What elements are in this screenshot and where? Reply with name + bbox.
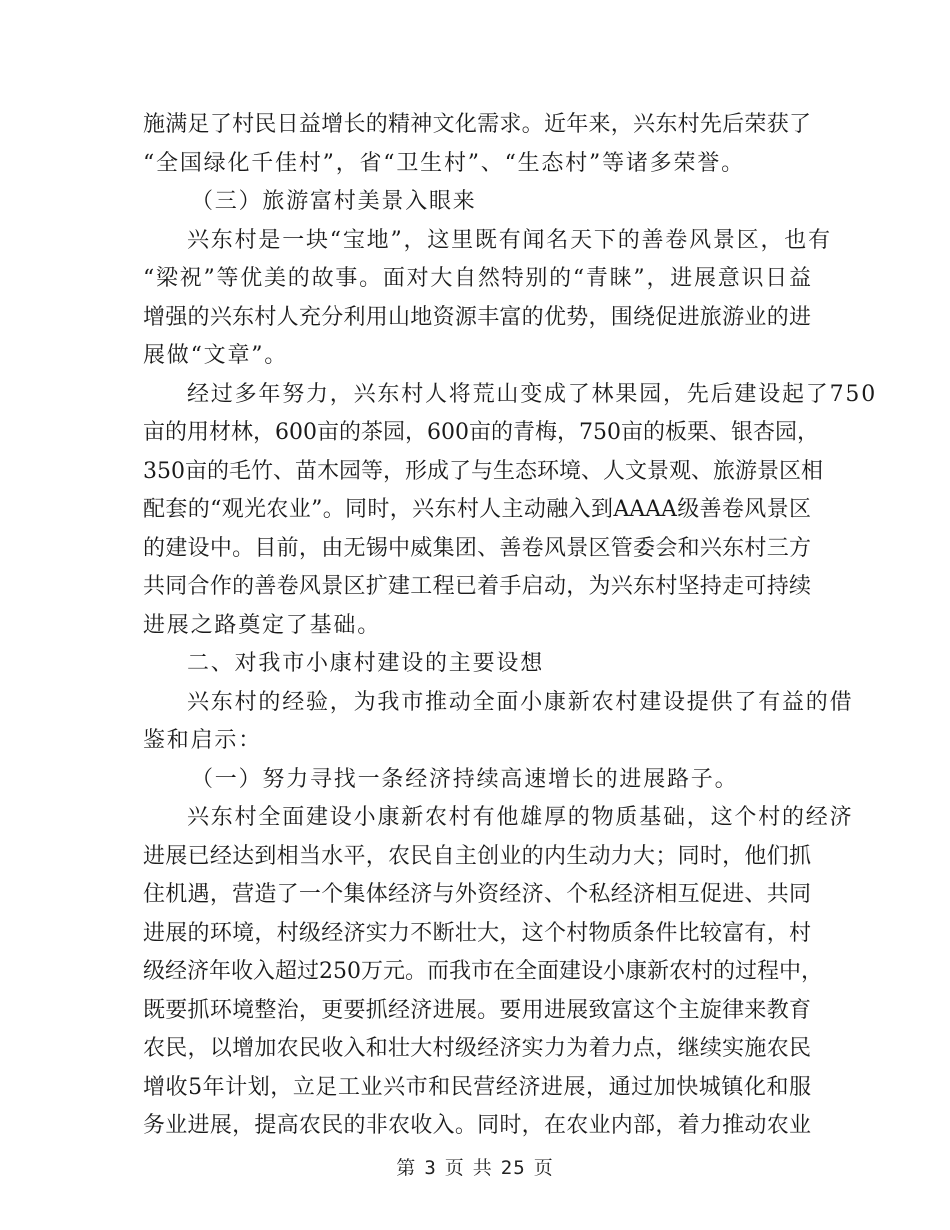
text-line: 共同合作的善卷风景区扩建工程已着手启动，为兴东村坚持走可持续 xyxy=(143,574,811,599)
page-footer xyxy=(0,1153,950,1180)
text-line: 鉴和启示： xyxy=(143,728,263,753)
text-line: （三）旅游富村美景入眼来 xyxy=(191,189,477,214)
text-line: 的建设中。目前，由无锡中威集团、善卷风景区管委会和兴东村三方 xyxy=(143,535,811,561)
text-line: 经过多年努力，兴东村人将荒山变成了林果园，先后建设起了750 xyxy=(187,381,877,407)
text-line: 既要抓环境整治，更要抓经济进展。要用进展致富这个主旋律来教育 xyxy=(143,997,811,1023)
text-line: 配套的“观光农业”。同时，兴东村人主动融入到AAAA级善卷风景区 xyxy=(143,497,811,522)
footer-total-prefix: 共 xyxy=(472,1157,493,1179)
text-line: 务业进展，提高农民的非农收入。同时，在农业内部，着力推动农业 xyxy=(143,1113,811,1138)
text-line: “梁祝”等优美的故事。面对大自然特别的“青睐”，进展意识日益 xyxy=(143,266,811,291)
footer-prefix: 第 xyxy=(396,1157,417,1179)
text-line: 二、对我市小康村建设的主要设想 xyxy=(187,651,545,676)
text-line: “全国绿化千佳村”，省“卫生村”、“生态村”等诸多荣誉。 xyxy=(143,150,745,176)
text-line: 农民，以增加农民收入和壮大村级经济实力为着力点，继续实施农民 xyxy=(143,1036,811,1061)
text-line: 级经济年收入超过250万元。而我市在全面建设小康新农村的过程中， xyxy=(143,959,823,984)
text-line: 增收5年计划，立足工业兴市和民营经济进展，通过加快城镇化和服 xyxy=(143,1074,811,1100)
text-line: 350亩的毛竹、苗木园等，形成了与生态环境、人文景观、旅游景区相 xyxy=(143,458,823,484)
footer-suffix: 页 xyxy=(533,1157,554,1179)
text-line: 进展之路奠定了基础。 xyxy=(143,612,382,638)
text-line: 兴东村的经验，为我市推动全面小康新农村建设提供了有益的借 xyxy=(187,689,854,715)
footer-current-page: 3 xyxy=(424,1157,437,1179)
text-line: 进展的环境，村级经济实力不断壮大，这个村物质条件比较富有，村 xyxy=(143,920,811,946)
text-line: 进展已经达到相当水平，农民自主创业的内生动力大；同时，他们抓 xyxy=(143,843,811,869)
body-text xyxy=(143,106,877,1146)
text-line: 展做“文章”。 xyxy=(143,343,289,368)
text-line: 亩的用材林，600亩的茶园，600亩的青梅，750亩的板栗、银杏园， xyxy=(143,420,819,445)
footer-page-word: 页 xyxy=(444,1157,465,1179)
text-line: 施满足了村民日益增长的精神文化需求。近年来，兴东村先后荣获了 xyxy=(143,112,811,137)
footer-total-pages: 25 xyxy=(500,1157,526,1179)
text-line: （一）努力寻找一条经济持续高速增长的进展路子。 xyxy=(191,766,739,792)
text-line: 兴东村是一块“宝地”，这里既有闻名天下的善卷风景区，也有 xyxy=(187,227,832,253)
text-line: 增强的兴东村人充分利用山地资源丰富的优势，围绕促进旅游业的进 xyxy=(143,304,811,330)
text-line: 住机遇，营造了一个集体经济与外资经济、个私经济相互促进、共同 xyxy=(143,882,811,907)
text-line: 兴东村全面建设小康新农村有他雄厚的物质基础，这个村的经济 xyxy=(187,805,854,830)
